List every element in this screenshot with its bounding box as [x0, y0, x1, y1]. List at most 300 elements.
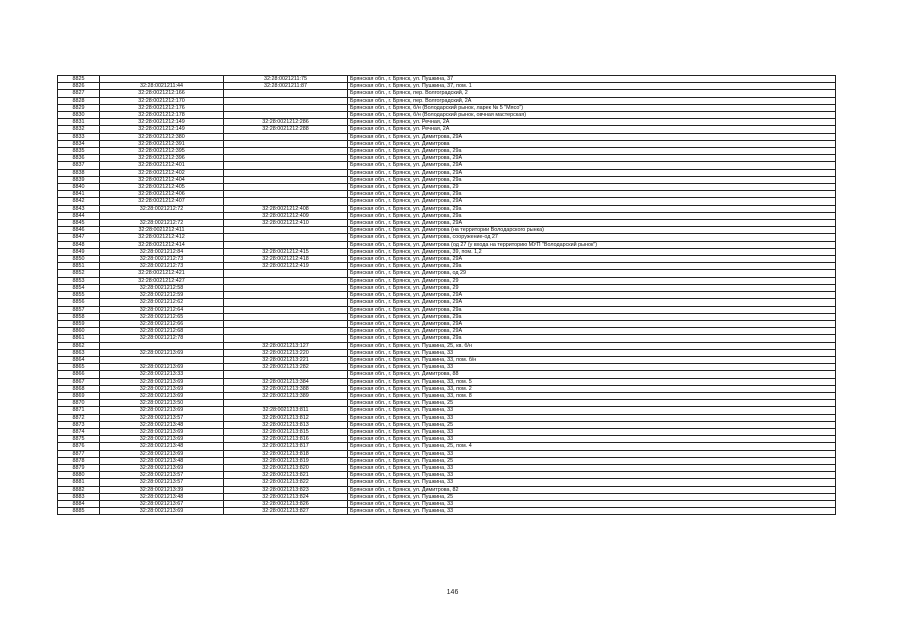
address-cell: Брянская обл., г. Брянск, ул. Димитрова, 29а: [348, 313, 836, 320]
object-cadastral-cell: 32:28:0021213:384: [224, 378, 348, 385]
row-number-cell: 8858: [58, 313, 100, 320]
address-cell: Брянская обл., г. Брянск, ул. Димитрова, 29: [348, 284, 836, 291]
row-number-cell: 8845: [58, 220, 100, 227]
address-cell: Брянская обл., г. Брянск, ул. Пушкина, 33: [348, 464, 836, 471]
object-cadastral-cell: 32:28:0021213:812: [224, 414, 348, 421]
object-cadastral-cell: 32:28:0021211:87: [224, 83, 348, 90]
row-number-cell: 8842: [58, 198, 100, 205]
object-cadastral-cell: [224, 299, 348, 306]
object-cadastral-cell: 32:28:0021212:410: [224, 220, 348, 227]
land-cadastral-cell: 32:28:0021212:149: [100, 119, 224, 126]
land-cadastral-cell: 32:28:0021213:69: [100, 378, 224, 385]
table-row: [58, 464, 836, 471]
address-cell: Брянская обл., г. Брянск, ул. Димитрова, 29а: [348, 205, 836, 212]
address-cell: Брянская обл., г. Брянск, ул. Димитрова, 29А: [348, 292, 836, 299]
address-cell: Брянская обл., г. Брянск, ул. Пушкина, 33: [348, 436, 836, 443]
object-cadastral-cell: [224, 227, 348, 234]
table-row: [58, 450, 836, 457]
address-cell: Брянская обл., г. Брянск, ул. Димитрова (на территории Володарского рынка): [348, 227, 836, 234]
table-row: [58, 248, 836, 255]
land-cadastral-cell: 32:28:0021212:402: [100, 169, 224, 176]
land-cadastral-cell: 32:28:0021212:396: [100, 155, 224, 162]
row-number-cell: 8876: [58, 443, 100, 450]
row-number-cell: 8853: [58, 277, 100, 284]
table-row: [58, 385, 836, 392]
object-cadastral-cell: 32:28:0021212:408: [224, 205, 348, 212]
row-number-cell: 8873: [58, 421, 100, 428]
object-cadastral-cell: [224, 133, 348, 140]
land-cadastral-cell: 32:28:0021212:72: [100, 220, 224, 227]
row-number-cell: 8834: [58, 140, 100, 147]
object-cadastral-cell: 32:28:0021213:822: [224, 479, 348, 486]
table-row: [58, 414, 836, 421]
row-number-cell: 8852: [58, 270, 100, 277]
object-cadastral-cell: 32:28:0021213:811: [224, 407, 348, 414]
table-row: [58, 205, 836, 212]
row-number-cell: 8878: [58, 457, 100, 464]
object-cadastral-cell: [224, 277, 348, 284]
object-cadastral-cell: 32:28:0021213:816: [224, 436, 348, 443]
object-cadastral-cell: [224, 140, 348, 147]
land-cadastral-cell: 32:28:0021213:33: [100, 371, 224, 378]
table-row: [58, 90, 836, 97]
land-cadastral-cell: 32:28:0021212:391: [100, 140, 224, 147]
address-cell: Брянская обл., г. Брянск, ул. Пушкина, 37, пом. 1: [348, 83, 836, 90]
land-cadastral-cell: 32:28:0021213:69: [100, 508, 224, 515]
address-cell: Брянская обл., г. Брянск, ул. Димитрова, 29А: [348, 320, 836, 327]
row-number-cell: 8843: [58, 205, 100, 212]
table-row: [58, 155, 836, 162]
land-cadastral-cell: 32:28:0021212:149: [100, 126, 224, 133]
row-number-cell: 8864: [58, 356, 100, 363]
address-cell: Брянская обл., г. Брянск, ул. Димитрова, 39, пом. 1,2: [348, 248, 836, 255]
land-cadastral-cell: 32:28:0021213:69: [100, 450, 224, 457]
land-cadastral-cell: 32:28:0021212:58: [100, 284, 224, 291]
row-number-cell: 8831: [58, 119, 100, 126]
address-cell: Брянская обл., г. Брянск, ул. Пушкина, 33: [348, 450, 836, 457]
row-number-cell: 8884: [58, 500, 100, 507]
table-row: [58, 364, 836, 371]
address-cell: Брянская обл., г. Брянск, ул. Речная, 2А: [348, 119, 836, 126]
land-cadastral-cell: 32:28:0021212:59: [100, 292, 224, 299]
table-row: [58, 162, 836, 169]
row-number-cell: 8861: [58, 335, 100, 342]
land-cadastral-cell: 32:28:0021212:421: [100, 270, 224, 277]
table-row: [58, 241, 836, 248]
address-cell: Брянская обл., г. Брянск, ул. Речная, 2А: [348, 126, 836, 133]
land-cadastral-cell: 32:28:0021212:64: [100, 306, 224, 313]
table-row: [58, 263, 836, 270]
land-cadastral-cell: 32:28:0021212:401: [100, 162, 224, 169]
address-cell: Брянская обл., г. Брянск, ул. Пушкина, 25: [348, 457, 836, 464]
row-number-cell: 8872: [58, 414, 100, 421]
land-cadastral-cell: 32:28:0021213:69: [100, 349, 224, 356]
object-cadastral-cell: [224, 198, 348, 205]
row-number-cell: 8865: [58, 364, 100, 371]
address-cell: Брянская обл., г. Брянск, ул. Пушкина, 33, пом. б/н: [348, 356, 836, 363]
row-number-cell: 8866: [58, 371, 100, 378]
table-row: [58, 133, 836, 140]
address-cell: Брянская обл., г. Брянск, ул. Димитрова, 29: [348, 277, 836, 284]
land-cadastral-cell: 32:28:0021212:414: [100, 241, 224, 248]
row-number-cell: 8833: [58, 133, 100, 140]
address-cell: Брянская обл., г. Брянск, ул. Пушкина, 25: [348, 421, 836, 428]
row-number-cell: 8854: [58, 284, 100, 291]
table-row: [58, 371, 836, 378]
object-cadastral-cell: [224, 320, 348, 327]
land-cadastral-cell: 32:28:0021212:73: [100, 263, 224, 270]
land-cadastral-cell: 32:28:0021213:69: [100, 428, 224, 435]
table-row: [58, 270, 836, 277]
address-cell: Брянская обл., г. Брянск, ул. Димитрова, 29А: [348, 256, 836, 263]
object-cadastral-cell: [224, 328, 348, 335]
land-cadastral-cell: 32:28:0021212:412: [100, 234, 224, 241]
table-row: [58, 148, 836, 155]
address-cell: Брянская обл., г. Брянск, ул. Димитрова, 29а: [348, 176, 836, 183]
table-row: [58, 227, 836, 234]
address-cell: Брянская обл., г. Брянск, ул. Пушкина, 33: [348, 508, 836, 515]
object-cadastral-cell: 32:28:0021212:415: [224, 248, 348, 255]
row-number-cell: 8871: [58, 407, 100, 414]
table-body: [58, 76, 836, 515]
land-cadastral-cell: [100, 342, 224, 349]
table-row: [58, 97, 836, 104]
table-row: [58, 356, 836, 363]
object-cadastral-cell: 32:28:0021213:127: [224, 342, 348, 349]
address-cell: Брянская обл., г. Брянск, ул. Димитрова, 29: [348, 184, 836, 191]
address-cell: Брянская обл., г. Брянск, ул. Димитрова, 29а: [348, 191, 836, 198]
land-cadastral-cell: 32:28:0021213:69: [100, 464, 224, 471]
object-cadastral-cell: [224, 162, 348, 169]
address-cell: Брянская обл., г. Брянск, б/н (Володарский рынок, ларек № 5 "Мясо"): [348, 104, 836, 111]
row-number-cell: 8885: [58, 508, 100, 515]
table-row: [58, 169, 836, 176]
table-row: [58, 328, 836, 335]
row-number-cell: 8863: [58, 349, 100, 356]
object-cadastral-cell: [224, 97, 348, 104]
land-cadastral-cell: 32:28:0021212:166: [100, 90, 224, 97]
address-cell: Брянская обл., г. Брянск, ул. Димитрова, 29А: [348, 155, 836, 162]
land-cadastral-cell: 32:28:0021213:57: [100, 414, 224, 421]
address-cell: Брянская обл., г. Брянск, ул. Пушкина, 33, пом. 2: [348, 385, 836, 392]
row-number-cell: 8839: [58, 176, 100, 183]
land-cadastral-cell: 32:28:0021212:78: [100, 335, 224, 342]
table-row: [58, 277, 836, 284]
table-row: [58, 320, 836, 327]
address-cell: Брянская обл., г. Брянск, ул. Пушкина, 33: [348, 479, 836, 486]
object-cadastral-cell: [224, 292, 348, 299]
address-cell: Брянская обл., г. Брянск, ул. Пушкина, 25, пом. 4: [348, 443, 836, 450]
table-row: [58, 342, 836, 349]
address-cell: Брянская обл., г. Брянск, ул. Димитрова, 29А: [348, 133, 836, 140]
address-cell: Брянская обл., г. Брянск, ул. Пушкина, 33: [348, 407, 836, 414]
object-cadastral-cell: 32:28:0021213:819: [224, 457, 348, 464]
address-cell: Брянская обл., г. Брянск, ул. Пушкина, 33: [348, 500, 836, 507]
table-row: [58, 256, 836, 263]
object-cadastral-cell: [224, 155, 348, 162]
address-cell: Брянская обл., г. Брянск, ул. Пушкина, 25, кв. б/н: [348, 342, 836, 349]
object-cadastral-cell: 32:28:0021213:815: [224, 428, 348, 435]
row-number-cell: 8875: [58, 436, 100, 443]
object-cadastral-cell: [224, 306, 348, 313]
row-number-cell: 8874: [58, 428, 100, 435]
row-number-cell: 8881: [58, 479, 100, 486]
land-cadastral-cell: 32:28:0021213:48: [100, 421, 224, 428]
land-cadastral-cell: 32:28:0021212:66: [100, 320, 224, 327]
table-row: [58, 191, 836, 198]
row-number-cell: 8880: [58, 472, 100, 479]
object-cadastral-cell: 32:28:0021213:818: [224, 450, 348, 457]
table-row: [58, 234, 836, 241]
land-cadastral-cell: 32:28:0021212:73: [100, 256, 224, 263]
row-number-cell: 8837: [58, 162, 100, 169]
address-cell: Брянская обл., г. Брянск, пер. Волгоградский, 2А: [348, 97, 836, 104]
object-cadastral-cell: 32:28:0021213:389: [224, 392, 348, 399]
table-row: [58, 112, 836, 119]
land-cadastral-cell: [100, 212, 224, 219]
land-cadastral-cell: 32:28:0021212:404: [100, 176, 224, 183]
row-number-cell: 8860: [58, 328, 100, 335]
table-row: [58, 292, 836, 299]
object-cadastral-cell: [224, 241, 348, 248]
table-row: [58, 198, 836, 205]
land-cadastral-cell: 32:28:0021213:69: [100, 407, 224, 414]
object-cadastral-cell: [224, 234, 348, 241]
address-cell: Брянская обл., г. Брянск, ул. Пушкина, 33: [348, 414, 836, 421]
land-cadastral-cell: 32:28:0021212:68: [100, 328, 224, 335]
table-row: [58, 335, 836, 342]
land-cadastral-cell: 32:28:0021212:62: [100, 299, 224, 306]
object-cadastral-cell: 32:28:0021212:286: [224, 119, 348, 126]
row-number-cell: 8828: [58, 97, 100, 104]
address-cell: Брянская обл., г. Брянск, ул. Димитрова, 29а: [348, 263, 836, 270]
address-cell: Брянская обл., г. Брянск, ул. Димитрова, 29а: [348, 306, 836, 313]
row-number-cell: 8855: [58, 292, 100, 299]
row-number-cell: 8869: [58, 392, 100, 399]
table-row: [58, 443, 836, 450]
address-cell: Брянская обл., г. Брянск, ул. Димитрова, 29А: [348, 220, 836, 227]
address-cell: Брянская обл., г. Брянск, ул. Димитрова: [348, 140, 836, 147]
land-cadastral-cell: 32:28:0021212:427: [100, 277, 224, 284]
object-cadastral-cell: 32:28:0021211:75: [224, 76, 348, 83]
object-cadastral-cell: [224, 176, 348, 183]
address-cell: Брянская обл., г. Брянск, б/н (Володарский рынок, овчная мастерская): [348, 112, 836, 119]
address-cell: Брянская обл., г. Брянск, ул. Димитрова, 29А: [348, 299, 836, 306]
table-row: [58, 349, 836, 356]
row-number-cell: 8829: [58, 104, 100, 111]
page-number: 146: [446, 589, 459, 596]
row-number-cell: 8825: [58, 76, 100, 83]
table-row: [58, 220, 836, 227]
object-cadastral-cell: 32:28:0021213:827: [224, 508, 348, 515]
land-cadastral-cell: 32:28:0021213:67: [100, 500, 224, 507]
object-cadastral-cell: 32:28:0021212:288: [224, 126, 348, 133]
address-cell: Брянская обл., г. Брянск, ул. Димитрова, 29А: [348, 328, 836, 335]
row-number-cell: 8830: [58, 112, 100, 119]
address-cell: Брянская обл., г. Брянск, ул. Пушкина, 25: [348, 493, 836, 500]
row-number-cell: 8879: [58, 464, 100, 471]
land-cadastral-cell: 32:28:0021212:72: [100, 205, 224, 212]
table-row: [58, 378, 836, 385]
table-row: [58, 472, 836, 479]
table-row: [58, 176, 836, 183]
table-row: [58, 284, 836, 291]
object-cadastral-cell: [224, 270, 348, 277]
object-cadastral-cell: 32:28:0021213:826: [224, 500, 348, 507]
row-number-cell: 8832: [58, 126, 100, 133]
row-number-cell: 8836: [58, 155, 100, 162]
table-row: [58, 436, 836, 443]
row-number-cell: 8846: [58, 227, 100, 234]
land-cadastral-cell: [100, 76, 224, 83]
land-cadastral-cell: 32:28:0021212:176: [100, 104, 224, 111]
land-cadastral-cell: 32:28:0021212:407: [100, 198, 224, 205]
address-cell: Брянская обл., г. Брянск, ул. Пушкина, 33, пом. 5: [348, 378, 836, 385]
table-row: [58, 299, 836, 306]
address-cell: Брянская обл., г. Брянск, ул. Пушкина, 33: [348, 472, 836, 479]
address-cell: Брянская обл., г. Брянск, ул. Пушкина, 37: [348, 76, 836, 83]
object-cadastral-cell: 32:28:0021213:821: [224, 472, 348, 479]
table-row: [58, 184, 836, 191]
land-cadastral-cell: 32:28:0021213:57: [100, 479, 224, 486]
object-cadastral-cell: [224, 90, 348, 97]
row-number-cell: 8848: [58, 241, 100, 248]
land-cadastral-cell: 32:28:0021213:57: [100, 472, 224, 479]
object-cadastral-cell: [224, 400, 348, 407]
object-cadastral-cell: [224, 184, 348, 191]
land-cadastral-cell: 32:28:0021211:44: [100, 83, 224, 90]
land-cadastral-cell: 32:28:0021212:84: [100, 248, 224, 255]
row-number-cell: 8859: [58, 320, 100, 327]
land-cadastral-cell: 32:28:0021212:395: [100, 148, 224, 155]
object-cadastral-cell: 32:28:0021212:418: [224, 256, 348, 263]
address-cell: Брянская обл., г. Брянск, ул. Димитрова (од 27 (у входа на территорию МУП "Володарский рынок"): [348, 241, 836, 248]
table-row: [58, 457, 836, 464]
land-cadastral-cell: 32:28:0021212:178: [100, 112, 224, 119]
address-cell: Брянская обл., г. Брянск, ул. Пушкина, 33: [348, 428, 836, 435]
table-row: [58, 428, 836, 435]
row-number-cell: 8838: [58, 169, 100, 176]
row-number-cell: 8882: [58, 486, 100, 493]
land-cadastral-cell: 32:28:0021212:405: [100, 184, 224, 191]
object-cadastral-cell: [224, 112, 348, 119]
row-number-cell: 8849: [58, 248, 100, 255]
land-cadastral-cell: 32:28:0021212:380: [100, 133, 224, 140]
land-cadastral-cell: [100, 356, 224, 363]
object-cadastral-cell: [224, 169, 348, 176]
object-cadastral-cell: 32:28:0021212:419: [224, 263, 348, 270]
land-cadastral-cell: 32:28:0021213:50: [100, 400, 224, 407]
table-row: [58, 508, 836, 515]
land-cadastral-cell: 32:28:0021213:48: [100, 443, 224, 450]
table-row: [58, 76, 836, 83]
table-row: [58, 493, 836, 500]
table-row: [58, 421, 836, 428]
row-number-cell: 8856: [58, 299, 100, 306]
land-cadastral-cell: 32:28:0021213:39: [100, 486, 224, 493]
table-row: [58, 306, 836, 313]
object-cadastral-cell: 32:28:0021212:409: [224, 212, 348, 219]
row-number-cell: 8847: [58, 234, 100, 241]
address-cell: Брянская обл., г. Брянск, пер. Волгоградский, 2: [348, 90, 836, 97]
table-row: [58, 486, 836, 493]
address-cell: Брянская обл., г. Брянск, ул. Димитрова, 29а: [348, 148, 836, 155]
row-number-cell: 8883: [58, 493, 100, 500]
address-cell: Брянская обл., г. Брянск, ул. Пушкина, 33, пом. 8: [348, 392, 836, 399]
land-cadastral-cell: 32:28:0021212:406: [100, 191, 224, 198]
table-row: [58, 212, 836, 219]
object-cadastral-cell: 32:28:0021213:220: [224, 349, 348, 356]
row-number-cell: 8857: [58, 306, 100, 313]
object-cadastral-cell: 32:28:0021213:813: [224, 421, 348, 428]
table-row: [58, 140, 836, 147]
row-number-cell: 8862: [58, 342, 100, 349]
land-cadastral-cell: 32:28:0021213:48: [100, 457, 224, 464]
row-number-cell: 8835: [58, 148, 100, 155]
address-cell: Брянская обл., г. Брянск, ул. Пушкина, 33: [348, 364, 836, 371]
row-number-cell: 8827: [58, 90, 100, 97]
table-row: [58, 407, 836, 414]
row-number-cell: 8851: [58, 263, 100, 270]
address-cell: Брянская обл., г. Брянск, ул. Пушкина, 33: [348, 349, 836, 356]
object-cadastral-cell: 32:28:0021213:824: [224, 493, 348, 500]
table-row: [58, 392, 836, 399]
table-row: [58, 500, 836, 507]
address-cell: Брянская обл., г. Брянск, ул. Димитрова, 29а: [348, 335, 836, 342]
object-cadastral-cell: [224, 313, 348, 320]
table-row: [58, 126, 836, 133]
land-cadastral-cell: 32:28:0021213:69: [100, 385, 224, 392]
row-number-cell: 8841: [58, 191, 100, 198]
object-cadastral-cell: [224, 371, 348, 378]
land-cadastral-cell: 32:28:0021212:65: [100, 313, 224, 320]
object-cadastral-cell: [224, 191, 348, 198]
object-cadastral-cell: 32:28:0021213:823: [224, 486, 348, 493]
address-cell: Брянская обл., г. Брянск, ул. Димитрова, 29а: [348, 212, 836, 219]
table-row: [58, 400, 836, 407]
object-cadastral-cell: 32:28:0021213:282: [224, 364, 348, 371]
row-number-cell: 8850: [58, 256, 100, 263]
land-cadastral-cell: 32:28:0021213:69: [100, 436, 224, 443]
row-number-cell: 8877: [58, 450, 100, 457]
object-cadastral-cell: 32:28:0021213:388: [224, 385, 348, 392]
row-number-cell: 8867: [58, 378, 100, 385]
table-row: [58, 119, 836, 126]
land-cadastral-cell: 32:28:0021213:48: [100, 493, 224, 500]
object-cadastral-cell: [224, 335, 348, 342]
address-cell: Брянская обл., г. Брянск, ул. Димитрова, 82: [348, 486, 836, 493]
address-cell: Брянская обл., г. Брянск, ул. Пушкина, 25: [348, 400, 836, 407]
table-row: [58, 479, 836, 486]
row-number-cell: 8868: [58, 385, 100, 392]
land-cadastral-cell: 32:28:0021212:411: [100, 227, 224, 234]
object-cadastral-cell: [224, 284, 348, 291]
address-cell: Брянская обл., г. Брянск, ул. Димитрова, од 29: [348, 270, 836, 277]
object-cadastral-cell: [224, 148, 348, 155]
row-number-cell: 8844: [58, 212, 100, 219]
address-cell: Брянская обл., г. Брянск, ул. Димитрова, сооружение-од 27: [348, 234, 836, 241]
row-number-cell: 8870: [58, 400, 100, 407]
address-cell: Брянская обл., г. Брянск, ул. Димитрова, 29А: [348, 162, 836, 169]
cadastral-register-table: [57, 75, 836, 515]
row-number-cell: 8840: [58, 184, 100, 191]
land-cadastral-cell: 32:28:0021213:69: [100, 392, 224, 399]
table-row: [58, 313, 836, 320]
object-cadastral-cell: 32:28:0021213:817: [224, 443, 348, 450]
address-cell: Брянская обл., г. Брянск, ул. Димитрова, 88: [348, 371, 836, 378]
table-row: [58, 83, 836, 90]
object-cadastral-cell: [224, 104, 348, 111]
